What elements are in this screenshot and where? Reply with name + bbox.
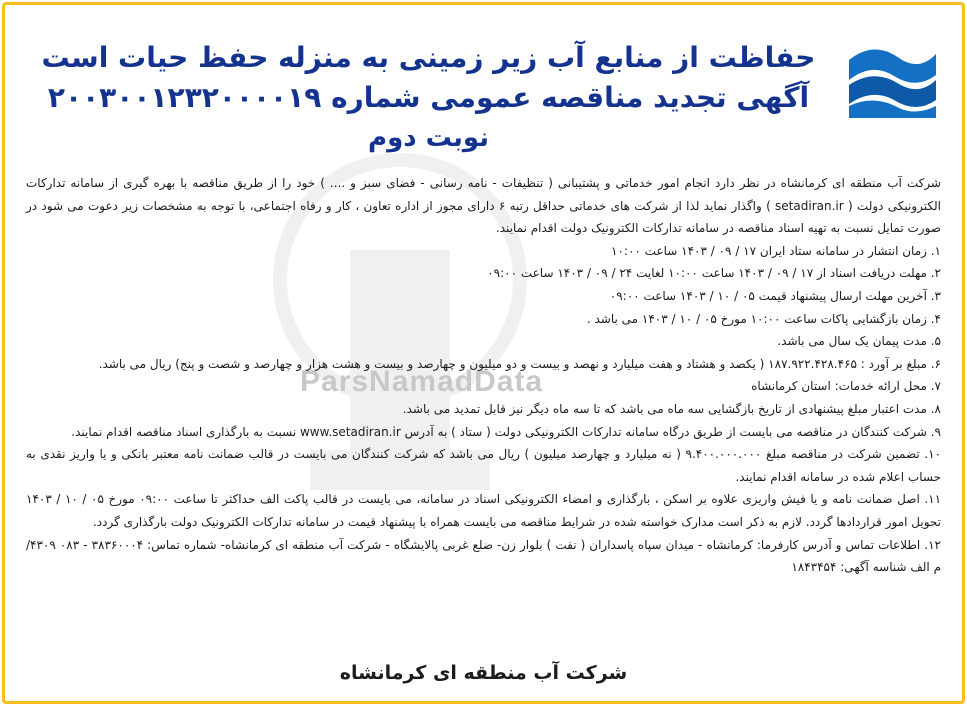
company-signature: شرکت آب منطقه ای کرمانشاه xyxy=(339,662,628,684)
list-item: ۱۱. اصل ضمانت نامه و یا فیش واریزی علاوه بر اسکن ، بارگذاری و امضاء الکترونیکی اسناد در سامانه، می بایست در قالب پاکت الف حداکثر تا ساعت ۰۹:۰۰ مورخ ۰۵ / ۱۰ / ۱۴۰۳ تحویل امور قراردادها گردد. لازم به ذکر است مدارک خواسته شده در شرایط مناقصه می بایست همراه با پیشنهاد قیمت در سامانه تدارکات الکترونیک دولت بارگذاری گردد. xyxy=(26,492,942,529)
list-item: ۱. زمان انتشار در سامانه ستاد ایران ۱۷ / ۰۹ / ۱۴۰۳ ساعت ۱۰:۰۰ xyxy=(611,243,941,258)
round-label: نوبت دوم xyxy=(368,123,489,153)
advert-header xyxy=(40,38,817,158)
list-item: ۳. آخرین مهلت ارسال پیشنهاد قیمت ۰۵ / ۱۰ / ۱۴۰۳ ساعت ۰۹:۰۰ xyxy=(609,288,941,303)
list-item: ۶. مبلغ بر آورد : ۱۸۷.۹۲۲.۴۲۸.۴۶۵ ( یکصد و هشتاد و هفت میلیارد و نهصد و بیست و دو میلیون و چهارصد و بیست و هشت هزار و چهارصد و شصت و پنج) ریال می باشد. xyxy=(98,356,941,371)
tender-title: آگهی تجدید مناقصه عمومی شماره ۲۰۰۳۰۰۱۲۳۲۰۰۰۰۱۹ xyxy=(47,81,810,114)
list-item: ۱۲. اطلاعات تماس و آدرس کارفرما: کرمانشاه - میدان سپاه پاسداران ( نفت ) بلوار زن- ضلع غربی پالایشگاه - شرکت آب منطقه ای کرمانشاه- شماره تماس: ۳۸۳۶۰۰۰۴ - ۰۸۳ ۴۳۰۹/ م الف شناسه آگهی: ۱۸۴۳۴۵۴ xyxy=(26,537,941,575)
slogan-title: حفاظت از منابع آب زیر زمینی به منزله حفظ حیات است xyxy=(41,41,816,74)
list-item: ۸. مدت اعتبار مبلغ پیشنهادی از تاریخ بازگشایی سه ماه می باشد که تا سه ماه دیگر نیز قابل تمدید می باشد. xyxy=(402,401,941,416)
list-item: ۲. مهلت دریافت اسناد از ۱۷ / ۰۹ / ۱۴۰۳ ساعت ۱۰:۰۰ لغایت ۲۴ / ۰۹ / ۱۴۰۳ ساعت ۰۹:۰۰ xyxy=(487,266,941,281)
list-item: ۵. مدت پیمان یک سال می باشد. xyxy=(777,334,941,349)
list-item: ۴. زمان بازگشایی پاکات ساعت ۱۰:۰۰ مورخ ۰۵ / ۱۰ / ۱۴۰۳ می باشد . xyxy=(586,311,941,326)
list-item: ۷. محل ارائه خدمات: استان کرمانشاه xyxy=(751,379,941,394)
list-item: ۱۰. تضمین شرکت در مناقصه مبلغ ۹.۴۰۰.۰۰۰.۰۰۰ ( نه میلیارد و چهارصد میلیون ) ریال می باشد که شرکت کنندگان می بایست در قالب ضمانت نامه معتبر بانکی و یا واریز نقدی به حساب اعلام شده در سامانه اقدام نمایند. xyxy=(26,447,942,484)
watermark-text: ParsNamadData xyxy=(300,365,544,398)
advert-body xyxy=(26,172,941,579)
water-company-logo-icon xyxy=(844,40,939,120)
intro-paragraph: شرکت آب منطقه ای کرمانشاه در نظر دارد انجام امور خدماتی و پشتیبانی ( تنظیفات - نامه رسانی - فضای سبز و .... ) خود را از طریق مناقصه با بهره گیری از سامانه تدارکات الکترونیکی دولت ( setadiran.ir ) واگذار نماید لذا از شرکت های خدماتی حداقل رتبه ۶ دارای مجوز از اداره تعاون ، کار و رفاه اجتماعی، با توجه به مشخصات زیر دعوت می شود در صورت تمایل نسبت به تهیه اسناد مناقصه در سامانه تدارکات الکترونیک دولت اقدام نمایند. xyxy=(26,176,942,236)
list-item: ۹. شرکت کنندگان در مناقصه می بایست از طریق درگاه سامانه تدارکات الکترونیکی دولت ( ستاد ) به آدرس www.setadiran.ir نسبت به بارگذاری اسناد مناقصه اقدام نمایند. xyxy=(71,424,941,439)
